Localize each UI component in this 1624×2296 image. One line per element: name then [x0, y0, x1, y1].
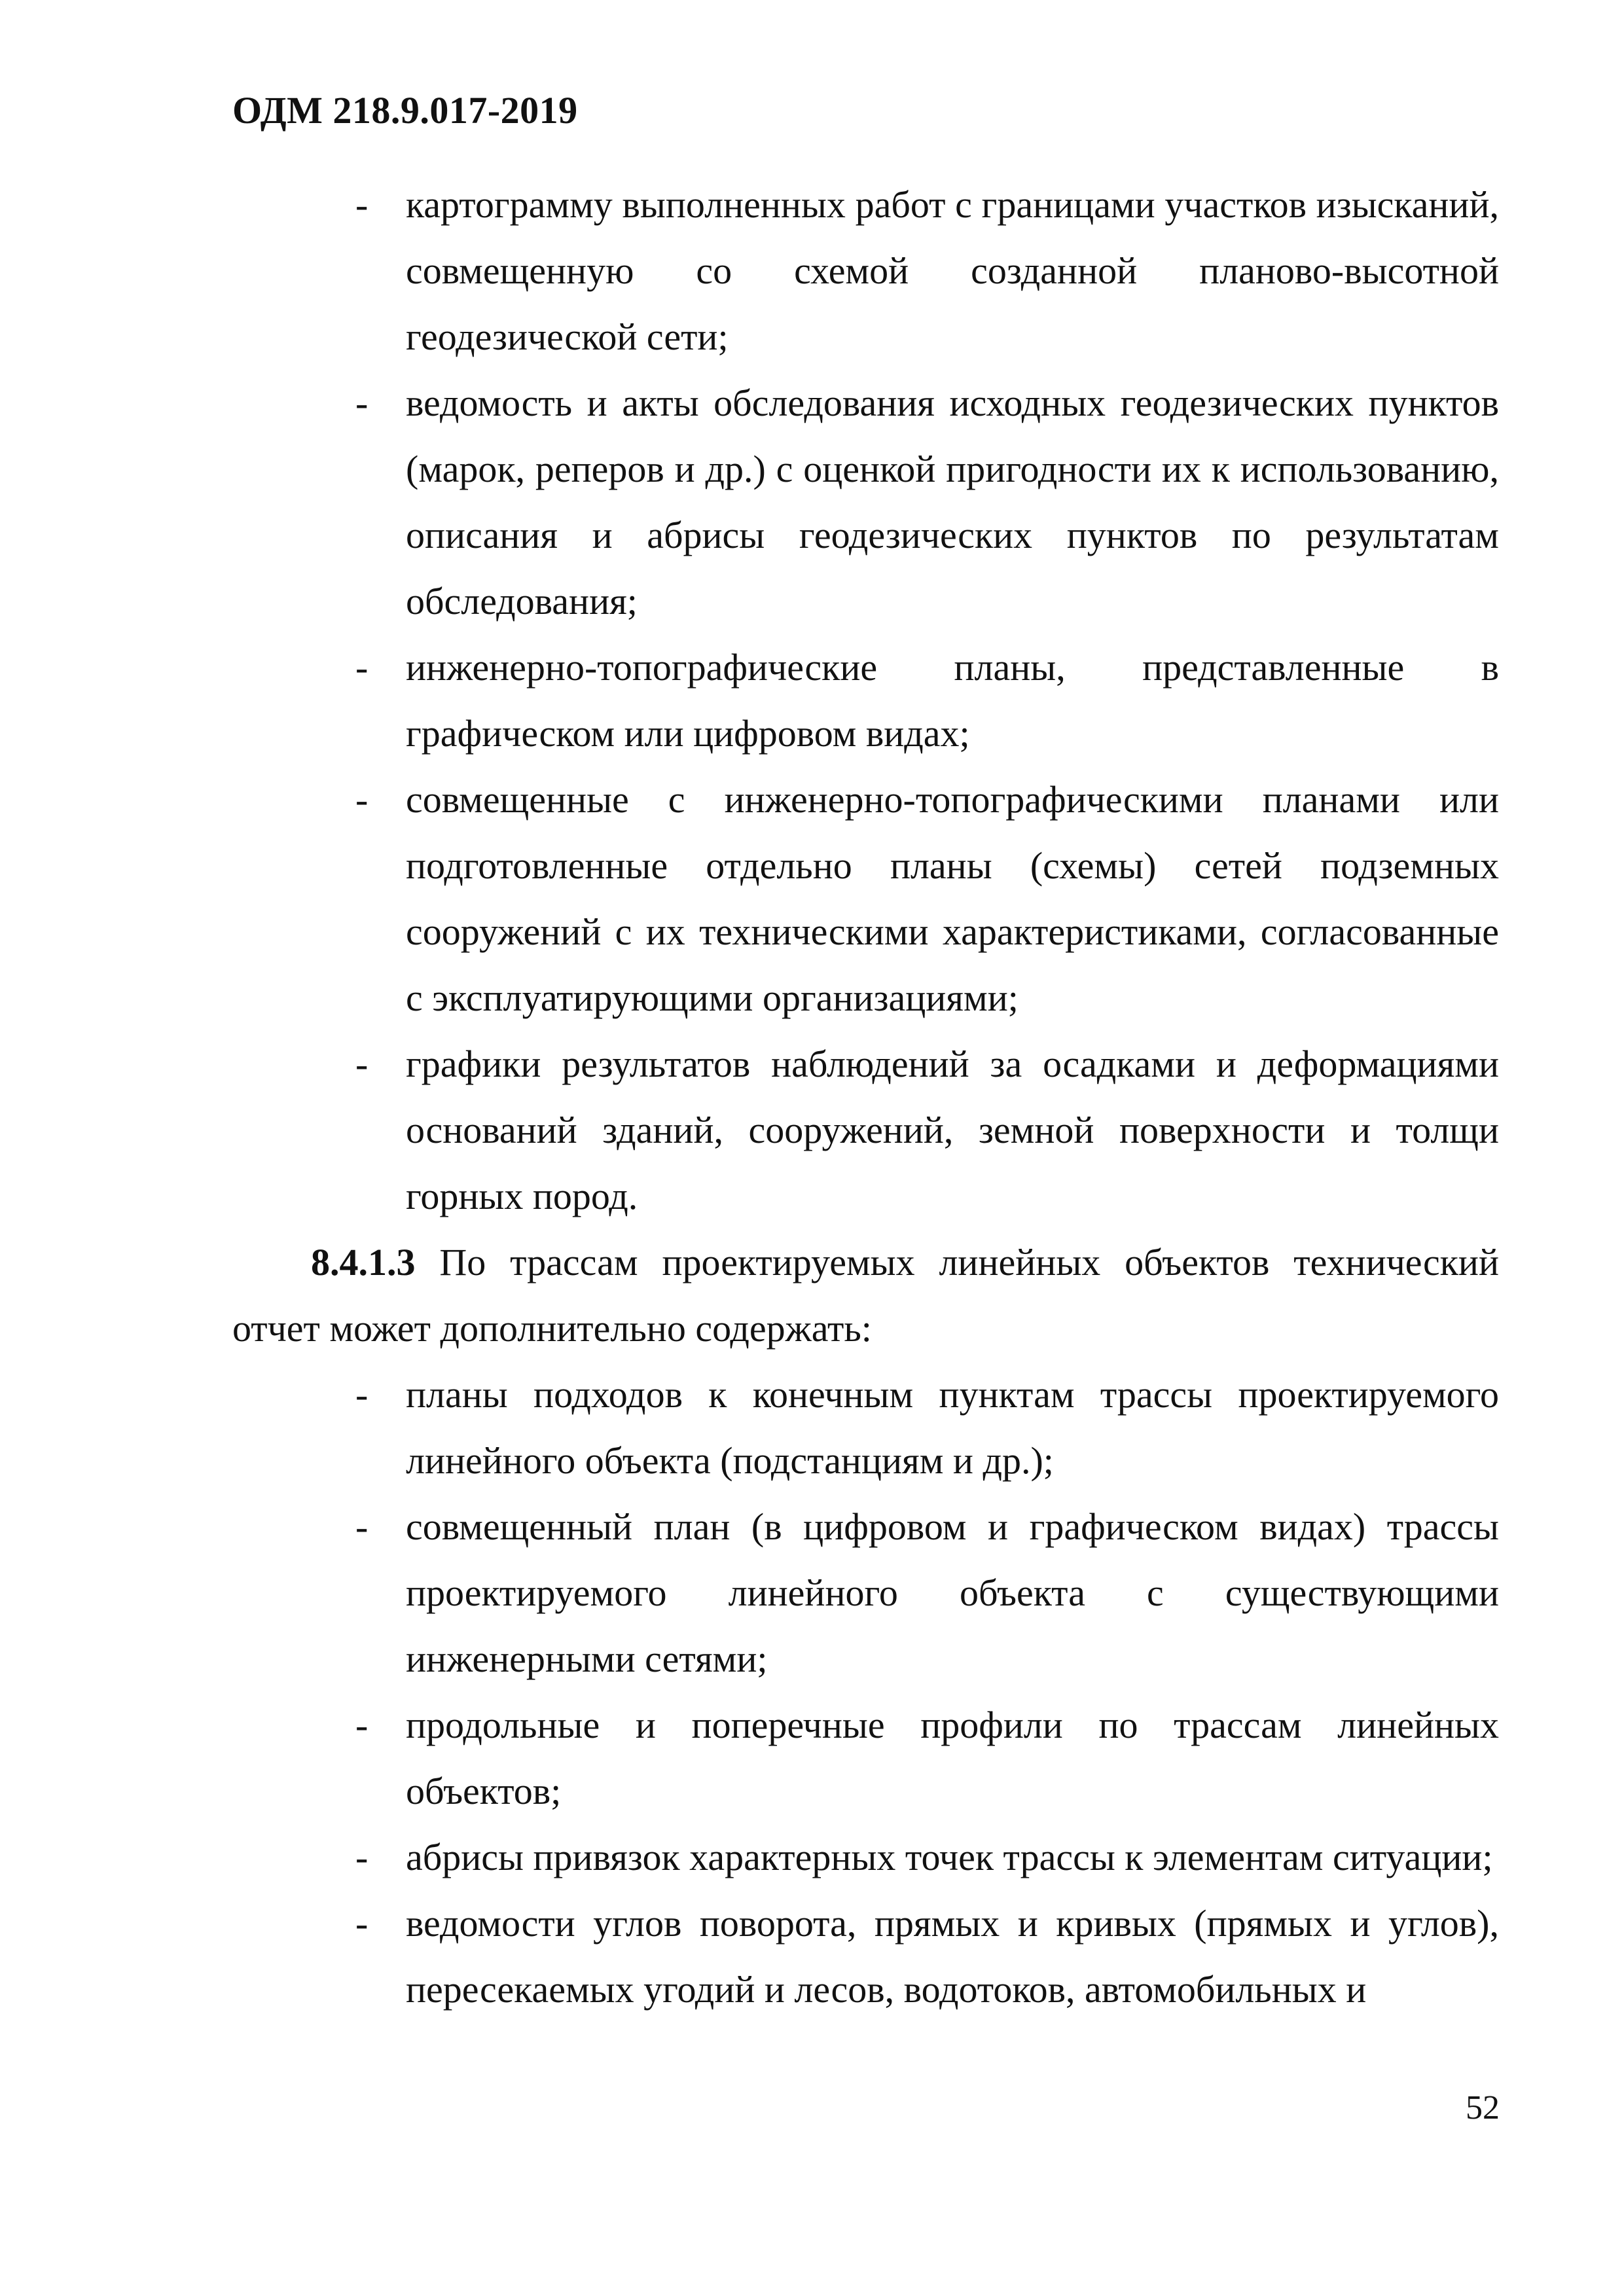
list-dash: - — [355, 1373, 369, 1416]
list-item — [232, 1692, 1499, 1824]
section-paragraph — [232, 1229, 1499, 1361]
list-item-text: совмещенные с инженерно-топографическими планами или подготовленные отдельно планы (схемы) сетей подземных сооружений с их техническими характеристиками, согласованные с эксплуатирующими организациями; — [406, 778, 1499, 1019]
list-item — [232, 634, 1499, 766]
list-dash: - — [355, 1704, 369, 1746]
list-item — [232, 1890, 1499, 2022]
list-item-text: ведомость и акты обследования исходных геодезических пунктов (марок, реперов и др.) с оценкой пригодности их к использованию, описания и абрисы геодезических пунктов по результатам обследования; — [406, 382, 1499, 622]
list-item-text: продольные и поперечные профили по трассам линейных объектов; — [406, 1704, 1499, 1812]
list-item — [232, 1361, 1499, 1494]
list-dash: - — [355, 1505, 369, 1548]
page-number: 52 — [1466, 2089, 1500, 2126]
list-dash: - — [355, 1902, 369, 1945]
deliverables-list — [232, 171, 1499, 1229]
list-item-text: совмещенный план (в цифровом и графическом видах) трассы проектируемого линейного объекта с существующими инженерными сетями; — [406, 1505, 1499, 1680]
list-item — [232, 171, 1499, 370]
list-dash: - — [355, 778, 369, 821]
list-item-text: графики результатов наблюдений за осадками и деформациями оснований зданий, сооружений, земной поверхности и толщи горных пород. — [406, 1043, 1499, 1217]
document-code-header: ОДМ 218.9.017-2019 — [232, 89, 578, 132]
list-item — [232, 1031, 1499, 1229]
list-item — [232, 1494, 1499, 1692]
list-item-text: картограмму выполненных работ с границами участков изысканий, совмещенную со схемой созданной планово-высотной геодезической сети; — [406, 183, 1499, 358]
list-item-text: абрисы привязок характерных точек трассы к элементам ситуации; — [406, 1836, 1493, 1878]
list-dash: - — [355, 1043, 369, 1085]
list-item — [232, 766, 1499, 1031]
page-body — [232, 171, 1499, 2022]
section-text: По трассам проектируемых линейных объектов технический отчет может дополнительно содержать: — [232, 1241, 1499, 1350]
list-item-text: ведомости углов поворота, прямых и кривых (прямых и углов), пересекаемых угодий и лесов, водотоков, автомобильных и — [406, 1902, 1499, 2011]
list-item-text: планы подходов к конечным пунктам трассы проектируемого линейного объекта (подстанциям и др.); — [406, 1373, 1499, 1482]
list-dash: - — [355, 183, 369, 226]
list-dash: - — [355, 1836, 369, 1878]
list-item — [232, 370, 1499, 634]
list-item — [232, 1824, 1499, 1890]
section-number: 8.4.1.3 — [311, 1241, 416, 1283]
linear-objects-list — [232, 1361, 1499, 2022]
list-dash: - — [355, 382, 369, 424]
list-item-text: инженерно-топографические планы, представленные в графическом или цифровом видах; — [406, 646, 1499, 755]
list-dash: - — [355, 646, 369, 689]
